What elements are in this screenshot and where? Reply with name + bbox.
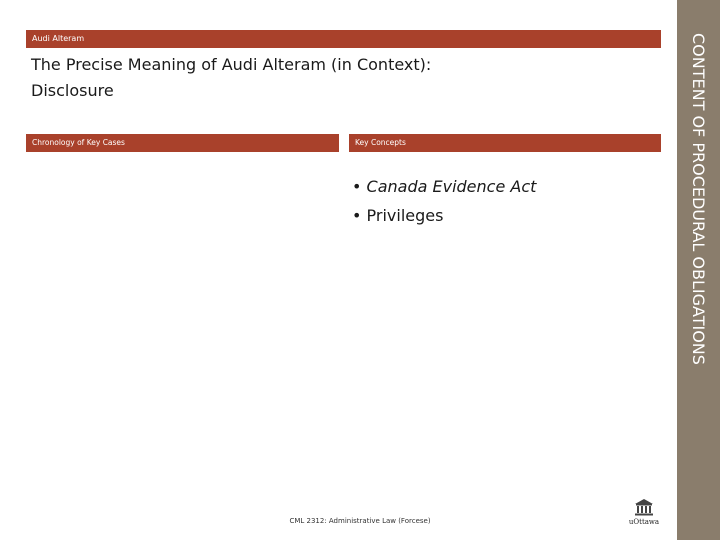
slide-title [31, 52, 591, 104]
slide-title-line-1: The Precise Meaning of Audi Alteram (in Context): [31, 55, 432, 74]
key-concepts-list [352, 172, 536, 230]
university-building-icon [634, 498, 654, 516]
section-header-bar [26, 30, 661, 48]
chronology-header [26, 134, 339, 152]
key-concept-item [352, 172, 536, 201]
section-header-label: Audi Alteram [32, 34, 85, 43]
key-concept-text: Privileges [366, 206, 444, 225]
side-panel [677, 0, 720, 540]
key-concept-item [352, 201, 536, 230]
chronology-header-label: Chronology of Key Cases [32, 138, 125, 147]
key-concept-text: Canada Evidence Act [366, 177, 537, 196]
logo-text: uOttawa [628, 518, 660, 526]
side-title: CONTENT OF PROCEDURAL OBLIGATIONS [689, 33, 708, 365]
slide-title-line-2: Disclosure [31, 81, 114, 100]
university-logo [622, 498, 666, 532]
key-concepts-header-label: Key Concepts [355, 138, 406, 147]
footer-course: CML 2312: Administrative Law (Forcese) [289, 517, 431, 525]
key-concepts-header [349, 134, 661, 152]
